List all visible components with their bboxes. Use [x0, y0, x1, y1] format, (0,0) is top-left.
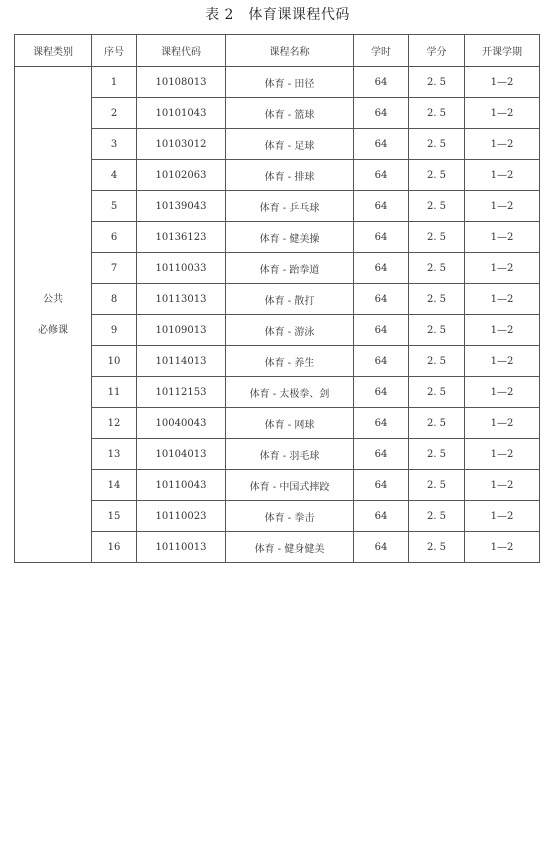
cell-credits: 2. 5	[409, 284, 465, 315]
cell-course-name: 体育 - 田径	[226, 67, 354, 98]
cell-number: 6	[92, 222, 137, 253]
cell-course-code: 10139043	[137, 191, 226, 222]
header-term: 开课学期	[465, 35, 540, 67]
cell-course-name: 体育 - 跆拳道	[226, 253, 354, 284]
table-row	[15, 222, 540, 253]
cell-number: 1	[92, 67, 137, 98]
table-row	[15, 160, 540, 191]
cell-hours: 64	[354, 98, 409, 129]
cell-term: 1—2	[465, 191, 540, 222]
cell-number: 3	[92, 129, 137, 160]
table-row	[15, 98, 540, 129]
cell-course-name: 体育 - 健身健美	[226, 532, 354, 563]
cell-hours: 64	[354, 253, 409, 284]
cell-number: 12	[92, 408, 137, 439]
cell-hours: 64	[354, 439, 409, 470]
table-row	[15, 408, 540, 439]
cell-number: 13	[92, 439, 137, 470]
cell-number: 16	[92, 532, 137, 563]
cell-term: 1—2	[465, 532, 540, 563]
cell-number: 7	[92, 253, 137, 284]
cell-course-code: 10110023	[137, 501, 226, 532]
cell-credits: 2. 5	[409, 67, 465, 98]
header-number: 序号	[92, 35, 137, 67]
cell-hours: 64	[354, 284, 409, 315]
cell-course-name: 体育 - 健美操	[226, 222, 354, 253]
cell-course-code: 10112153	[137, 377, 226, 408]
cell-course-name: 体育 - 排球	[226, 160, 354, 191]
cell-term: 1—2	[465, 160, 540, 191]
cell-course-code: 10040043	[137, 408, 226, 439]
table-row	[15, 470, 540, 501]
cell-number: 2	[92, 98, 137, 129]
table-body	[15, 67, 540, 563]
cell-number: 15	[92, 501, 137, 532]
cell-hours: 64	[354, 222, 409, 253]
table-row	[15, 346, 540, 377]
cell-term: 1—2	[465, 501, 540, 532]
cell-hours: 64	[354, 532, 409, 563]
header-category: 课程类别	[15, 35, 92, 67]
cell-term: 1—2	[465, 284, 540, 315]
table-row	[15, 377, 540, 408]
cell-course-code: 10109013	[137, 315, 226, 346]
cell-credits: 2. 5	[409, 129, 465, 160]
cell-hours: 64	[354, 67, 409, 98]
table-row	[15, 439, 540, 470]
header-course-name: 课程名称	[226, 35, 354, 67]
cell-credits: 2. 5	[409, 160, 465, 191]
cell-term: 1—2	[465, 408, 540, 439]
table-row	[15, 532, 540, 563]
cell-term: 1—2	[465, 129, 540, 160]
cell-hours: 64	[354, 501, 409, 532]
cell-term: 1—2	[465, 222, 540, 253]
cell-course-name: 体育 - 拳击	[226, 501, 354, 532]
cell-course-code: 10102063	[137, 160, 226, 191]
cell-hours: 64	[354, 346, 409, 377]
cell-course-name: 体育 - 太极拳、剑	[226, 377, 354, 408]
cell-hours: 64	[354, 160, 409, 191]
cell-course-name: 体育 - 羽毛球	[226, 439, 354, 470]
table-caption: 表 2 体育课课程代码	[205, 7, 350, 23]
cell-number: 9	[92, 315, 137, 346]
cell-credits: 2. 5	[409, 346, 465, 377]
cell-course-name: 体育 - 篮球	[226, 98, 354, 129]
cell-credits: 2. 5	[409, 532, 465, 563]
cell-course-name: 体育 - 游泳	[226, 315, 354, 346]
cell-hours: 64	[354, 408, 409, 439]
header-credits: 学分	[409, 35, 465, 67]
category-line: 必修课	[38, 324, 68, 336]
table-row	[15, 129, 540, 160]
cell-course-code: 10110033	[137, 253, 226, 284]
header-row	[15, 35, 540, 67]
cell-hours: 64	[354, 129, 409, 160]
cell-course-code: 10103012	[137, 129, 226, 160]
cell-number: 14	[92, 470, 137, 501]
cell-course-name: 体育 - 乒乓球	[226, 191, 354, 222]
cell-term: 1—2	[465, 98, 540, 129]
cell-hours: 64	[354, 315, 409, 346]
cell-course-name: 体育 - 网球	[226, 408, 354, 439]
cell-number: 11	[92, 377, 137, 408]
table-row	[15, 315, 540, 346]
table-row	[15, 284, 540, 315]
cell-number: 4	[92, 160, 137, 191]
cell-term: 1—2	[465, 470, 540, 501]
cell-hours: 64	[354, 191, 409, 222]
table-row	[15, 501, 540, 532]
header-course-code: 课程代码	[137, 35, 226, 67]
cell-course-code: 10114013	[137, 346, 226, 377]
header-hours: 学时	[354, 35, 409, 67]
cell-term: 1—2	[465, 315, 540, 346]
cell-term: 1—2	[465, 439, 540, 470]
table-row	[15, 67, 540, 98]
cell-number: 8	[92, 284, 137, 315]
cell-credits: 2. 5	[409, 315, 465, 346]
cell-term: 1—2	[465, 253, 540, 284]
cell-course-code: 10101043	[137, 98, 226, 129]
cell-credits: 2. 5	[409, 222, 465, 253]
cell-term: 1—2	[465, 67, 540, 98]
cell-credits: 2. 5	[409, 377, 465, 408]
cell-course-name: 体育 - 中国式摔跤	[226, 470, 354, 501]
cell-course-code: 10136123	[137, 222, 226, 253]
cell-credits: 2. 5	[409, 470, 465, 501]
cell-credits: 2. 5	[409, 408, 465, 439]
cell-course-code: 10110013	[137, 532, 226, 563]
cell-hours: 64	[354, 470, 409, 501]
cell-course-code: 10104013	[137, 439, 226, 470]
cell-course-code: 10108013	[137, 67, 226, 98]
cell-number: 5	[92, 191, 137, 222]
cell-course-name: 体育 - 足球	[226, 129, 354, 160]
cell-term: 1—2	[465, 346, 540, 377]
cell-credits: 2. 5	[409, 191, 465, 222]
cell-course-name: 体育 - 养生	[226, 346, 354, 377]
cell-credits: 2. 5	[409, 439, 465, 470]
cell-course-name: 体育 - 散打	[226, 284, 354, 315]
cell-number: 10	[92, 346, 137, 377]
course-code-table	[14, 34, 540, 563]
table-row	[15, 253, 540, 284]
cell-term: 1—2	[465, 377, 540, 408]
cell-course-code: 10113013	[137, 284, 226, 315]
category-cell	[15, 67, 92, 563]
cell-hours: 64	[354, 377, 409, 408]
category-line: 公共	[43, 293, 63, 305]
cell-credits: 2. 5	[409, 98, 465, 129]
cell-course-code: 10110043	[137, 470, 226, 501]
cell-credits: 2. 5	[409, 253, 465, 284]
table-row	[15, 191, 540, 222]
cell-credits: 2. 5	[409, 501, 465, 532]
